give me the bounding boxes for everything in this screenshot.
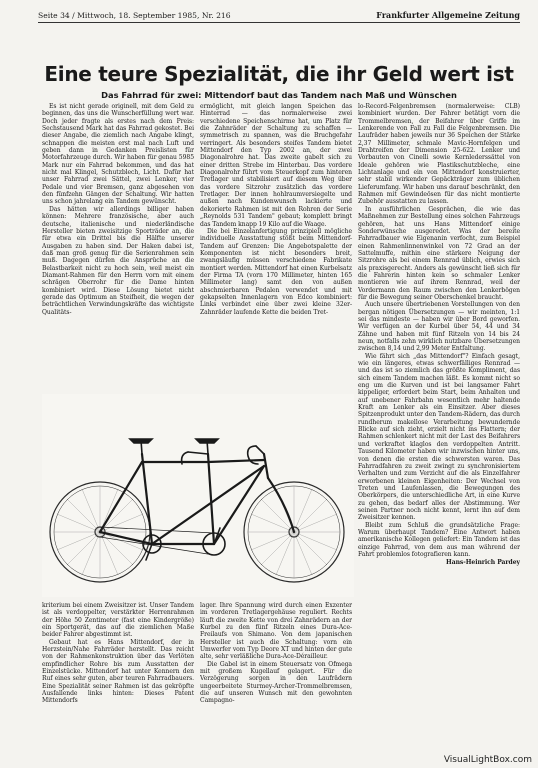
column-2-lower (200, 602, 352, 752)
paragraph: Bleibt zum Schluß die grundsätzliche Frage: Warum überhaupt Tandem? Eine Antwort haben amerikanische Kollegen geliefert: Ein Tandem ist das einzige Fahrrad, von dem aus man während der Fahrt problemlos fotografieren kann. (358, 521, 520, 558)
paragraph: kriterium bei einem Zweisitzer ist. Unser Tandem ist als verdoppelter, verstärkter Herrenrahmen der Höhe 50 Zentimeter (fast eine Kindergröße) ein Sportgerät, das auf die ziemlichen Maße beider Fahrer abgestimmt ist. (42, 602, 194, 639)
paragraph: ermöglicht, mit gleich langen Speichen das Hinterrad — das normalerweise zwei verschiedene Speichenschirme hat, um Platz für die Zahnräder der Schaltung zu schaffen — symmetrisch zu spannen, was die Bruchgefahr verringert. Als besonders steifes Tandem bietet Mittendorf den Typ 2002 an, der zwei Diagonalrohre hat. Das zweite gabelt sich zu einer dritten Strebe im Hinterbau. Das vordere Diagonalrohr führt vom Steuerkopf zum hinteren Tretlager und stabilisiert auf diesem Weg über das vordere Sitzrohr zusätzlich das vordere Tretlager. Der innen hohlraumversiegelte und außen nach Kundenwunsch lackierte und dekorierte Rahmen ist mit den Rohren der Serie „Reynolds 531 Tandem" gebaut; komplett bringt das Tandem knapp 19 Kilo auf die Waage. (200, 103, 352, 228)
newspaper-name: Frankfurter Allgemeine Zeitung (376, 10, 520, 20)
article-author: Hans-Heinrich Pardey (446, 559, 520, 567)
issue-info: Seite 34 / Mittwoch, 18. September 1985, Nr. 216 (38, 11, 231, 20)
tandem-bicycle-photo (42, 394, 354, 597)
paragraph: Wie fährt sich „das Mittendorf"? Einfach gesagt, wie ein längeres, etwas schwerfälliges Rennrad — und das ist so ziemlich das größte Kompliment, das sich einem Tandem machen läßt. Es kommt nicht so eng um die Kurven und ist bei langsamer Fahrt kippeliger, erfordert beim Start, beim Anhalten und auf unebener Fahrbahn wesentlich mehr haltende Kraft am Lenker als ein Einsitzer. Aber dieses Spitzenprodukt unter den Tandem-Rädern, das durch rundherum makellose Verarbeitung bewundernde Blicke auf sich zieht, erzielt nicht ins Flattern; der Rahmen schlenkert nicht mit der Last des Beifahrers und verkraftet klaglos den verdoppelten Antritt. Tausend Kilometer haben wir inzwischen hinter uns, von denen die ersten die schwersten waren. Das Fahrradfahren zu zweit zwingt zu synchronisiertem Verhalten und zum Verzicht auf die als Einzelfahrer erworbenen kleinen Eigenheiten: Der Wechsel von Treten und Laufenlassen, die Bewegungen des Oberkörpers, die unterschiedliche Art, in eine Kurve zu gehen, das bedarf alles der Abstimmung. Wer seinen Partner noch nicht kennt, lernt ihn auf dem Zweisitzer kennen. (358, 352, 520, 522)
paragraph: Es ist nicht gerade originell, mit dem Geld zu beginnen, das uns die Wunscherfüllung wert war. Doch jeder fragte als erstes nach dem Preis: Sechstausend Mark hat das Fahrrad gekostet. Bei dieser Angabe, die ziemlich nach Angabe klingt, schnappen die meisten erst mal nach Luft und geben dann in Gedanken Preislisten für Motorfahrzeuge durch. Wir haben für genau 5985 Mark nur ein Fahrrad bekommen, und das hat nicht mal Klingel, Schutzblech, Licht. Dafür hat unser Fahrrad zwei Sättel, zwei Lenker, vier Pedale und vier Bremsen, ganz abgesehen von den fünfzehn Gängen der Schaltung. Wir hatten uns schon jahrelang ein Tandem gewünscht. (42, 103, 194, 206)
paragraph: Die Gabel ist in einem Steuersatz von Ofmega mit großem Kugellauf gelagert. Für die Verzögerung sorgen in den Laufrädern ungeerbeitete Sturmey-Archer-Trommelbremsen, die auf unseren Wunsch mit den gewohnten Campagno- (200, 660, 352, 705)
paragraph: In ausführlichen Gesprächen, die wie das Maßnehmen zur Bestellung eines solchen Fahrzeugs gehören, hat uns Hans Mittendorf einige Sonderwünsche ausgeredet. Was der bereite Fahrradbauer wie Eigenanin verfocht, zum Beispiel einen Rahmenlinnenwinkel von 72 Grad an der Sattelmuffe, mithin eine stärkere Neigung der Sitzrohre als bei einem Rennrad üblich, erwies sich als praxisgerecht. Anders als gewünscht ließ sich für die Fahrerin hinten kein so schmaler Lenker montieren wie auf ihrem Rennrad, weil der Vordermann den Raum zwischen den Lenkerbögen für die Bewegung seiner Oberschenkel braucht. (358, 205, 520, 301)
paragraph: Gebaut hat es Hans Mittendorf, der in Herzstein/Nahe Fahrräder herstellt. Das reicht von der Rahmenkonstruktion über das Verlöten empfindlicher Rohre bis zum Ausstatten der Einzelstücke. Mittendorf hat unter Kennern den Ruf eines sehr guten, aber teuren Fahrradbauers. Eine Spezialität seiner Rahmen ist das gekröpfte Ausfallende links hinten: Dieses Patent Mittendorfs (42, 638, 194, 705)
column-3 (358, 103, 520, 747)
paragraph: lager. Ihre Spannung wird durch einen Exzenter im vorderen Tretlagergehäuse reguliert. Rechts läuft die zweite Kette von drei Zahnrädern an der Kurbel zu den fünf Ritzeln eines Dura-Ace-Freilaufs von Shimano. Von dem japanischen Hersteller ist auch die Schaltung: vorn ein Umwerfer vom Typ Deore XT und hinten der gute alte, sehr verläßliche Dura-Ace-Dérailleur. (200, 602, 352, 661)
page-header (38, 6, 520, 23)
paragraph: Die bei Einzelanfertigung prinzipiell mögliche individuelle Ausstattung stößt beim Mittendorf-Tandem auf Grenzen: Die Angebotspalette der Komponenten ist nicht besonders breit, zwangsläufig müssen verschiedene Fabrikate montiert werden. Mittendorf hat einen Kurbelsatz der Firma TA (vorn 170 Millimeter, hinten 165 Millimeter lang) samt den von außen abschmierbaren Pedalen verwendet und mit gekapselten Innenlagern von Edco kombiniert: Links verbindet eine über zwei kleine 32er-Zahnräder laufende Kette die beiden Tret- (200, 227, 352, 316)
paragraph: Das hätten wir allerdings billiger haben können: Mehrere französische, aber auch deutsche, italienische und niederländische Hersteller bieten zweisitzige Sporträder an, die für etwa ein Drittel bis die Hälfte unserer Ausgaben zu haben sind. Der Haken dabei ist, daß man groß genug für die Serienrahmen sein muß. Dagegen dürfen die Ansprüche an die Belastbarkeit nicht zu hoch sein, weil meist ein Diamant-Rahmen für den Herrn vorn mit einem schrägen Oberrohr für die Dame hinten kombiniert wird. Diese Lösung bietet nicht gerade das Optimum an Steifheit, die wegen der beträchtlichen Verwindungskräfte das wichtigste Qualitäts- (42, 205, 194, 316)
paragraph: lo-Record-Felgenbremsen (normalerweise: CLB) kombiniert wurden. Der Fahrer betätigt vorn die Trommelbremsen, der Beifahrer über Griffe im Lenkerende von Fall zu Fall die Felgenbremsen. Die Laufräder haben jeweils nur 36 Speichen der Stärke 2,37 Millimeter, schmale Mavic-Hornfelgen und Drahtreifen der Dimension 25-622. Lenker und Vorbauten von Cinelli sowie Kernlederssättel von Ideale gehören wie Plastikschutzbleche, eine Lichtanlage und ein von Mittendorf konstruierter, sehr stabil wirkender Gepäckträger zum üblichen Lieferumfang. Wir haben uns darauf beschränkt, den Rahmen mit Gewindeösen für das nicht montierte Zubehör ausstatten zu lassen. (358, 103, 520, 206)
paragraph: Auch unsere übertriebenen Vorstellungen von den bergan nötigen Übersetzungen — wir meinten, 1:1 sei das mindeste — haben wir über Bord geworfen. Wir verfügen an der Kurbel über 54, 44 und 34 Zähne und haben mit fünf Ritzeln von 14 bis 24 neun, notfalls zehn wirklich nutzbare Übersetzungen zwischen 8,14 und 2,99 Meter Entfaltung. (358, 301, 520, 353)
article-subheadline: Das Fahrrad für zwei: Mittendorf baut das Tandem nach Maß und Wünschen (101, 90, 457, 100)
column-2 (200, 103, 352, 390)
tandem-bicycle-illustration (42, 394, 354, 597)
article-headline: Eine teure Spezialität, die ihr Geld wert ist (44, 62, 514, 86)
watermark: VisualLightBox.com (443, 755, 532, 765)
column-1 (42, 103, 194, 390)
column-1-lower (42, 602, 194, 752)
